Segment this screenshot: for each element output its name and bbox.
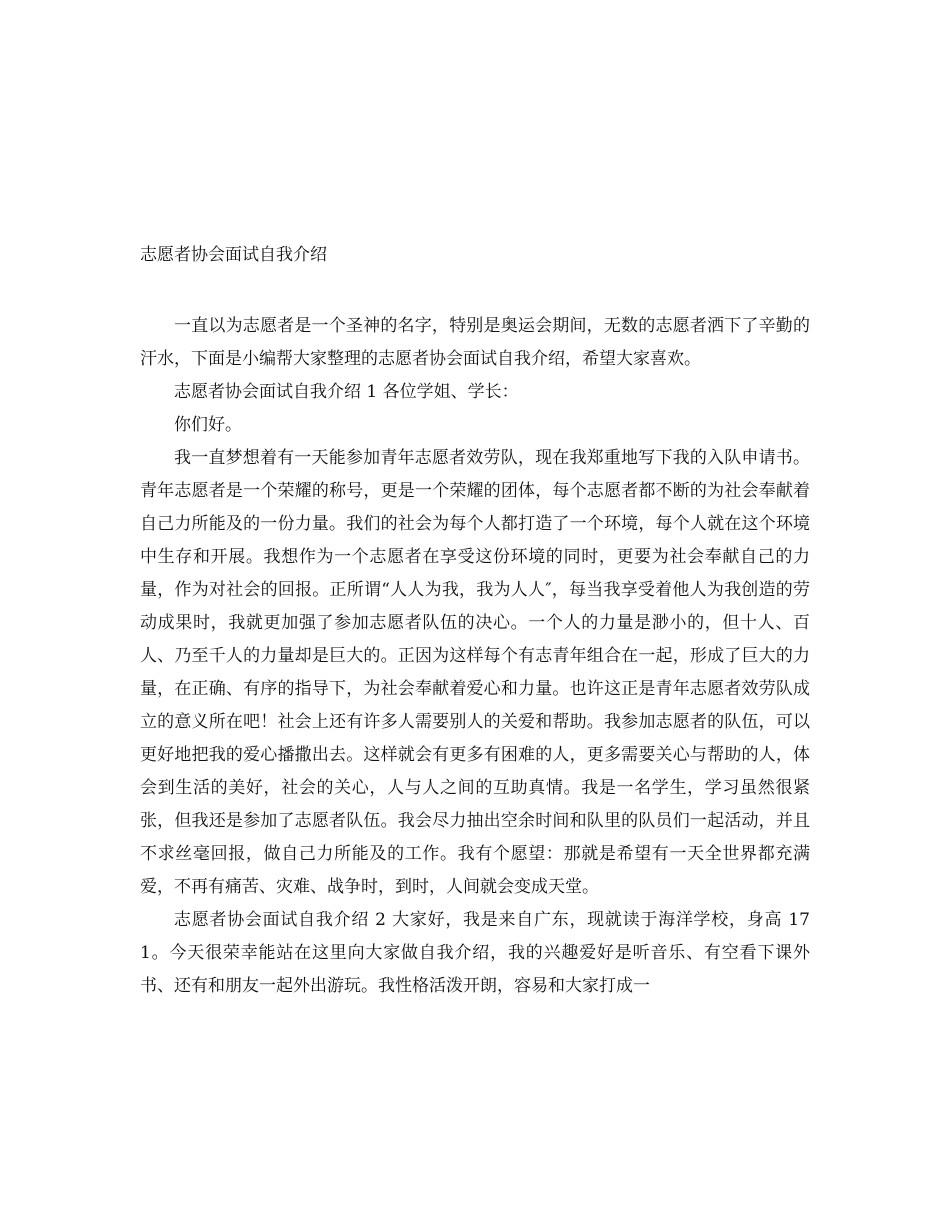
greeting-line: 你们好。 xyxy=(174,415,242,435)
document-body xyxy=(140,310,810,1003)
document-title: 志愿者协会面试自我介绍 xyxy=(140,245,327,265)
section-1-heading-line: 志愿者协会面试自我介绍 1 各位学姐、学长： xyxy=(174,382,519,402)
section-1-body-paragraph: 我一直梦想着有一天能参加青年志愿者效劳队，现在我郑重地写下我的入队申请书。青年志愿者是一个荣耀的称号，更是一个荣耀的团体，每个志愿者都不断的为社会奉献着自己力所能及的一份力量。我们的社会为每个人都打造了一个环境，每个人就在这个环境中生存和开展。我想作为一个志愿者在享受这份环境的同时，更要为社会奉献自己的力量，作为对社会的回报。正所谓“人人为我，我为人人″，每当我享受着他人为我创造的劳动成果时，我就更加强了参加志愿者队伍的决心。一个人的力量是渺小的，但十人、百人、乃至千人的力量却是巨大的。正因为这样每个有志青年组合在一起，形成了巨大的力量，在正确、有序的指导下，为社会奉献着爱心和力量。也许这正是青年志愿者效劳队成立的意义所在吧！社会上还有许多人需要别人的关爱和帮助。我参加志愿者的队伍，可以更好地把我的爱心播撒出去。这样就会有更多有困难的人，更多需要关心与帮助的人，体会到生活的美好，社会的关心，人与人之间的互助真情。我是一名学生，学习虽然很紧张，但我还是参加了志愿者队伍。我会尽力抽出空余时间和队里的队员们一起活动，并且不求丝毫回报，做自己力所能及的工作。我有个愿望：那就是希望有一天全世界都充满爱，不再有痛苦、灾难、战争时，到时，人间就会变成天堂。 xyxy=(140,448,810,897)
intro-paragraph: 一直以为志愿者是一个圣神的名字，特别是奥运会期间，无数的志愿者洒下了辛勤的汗水，下面是小编帮大家整理的志愿者协会面试自我介绍，希望大家喜欢。 xyxy=(140,316,810,369)
section-2-paragraph: 志愿者协会面试自我介绍 2 大家好，我是来自广东，现就读于海洋学校，身高 171。今天很荣幸能站在这里向大家做自我介绍，我的兴趣爱好是听音乐、有空看下课外书、还有和朋友一起外出游玩。我性格活泼开朗，容易和大家打成一 xyxy=(140,910,810,996)
